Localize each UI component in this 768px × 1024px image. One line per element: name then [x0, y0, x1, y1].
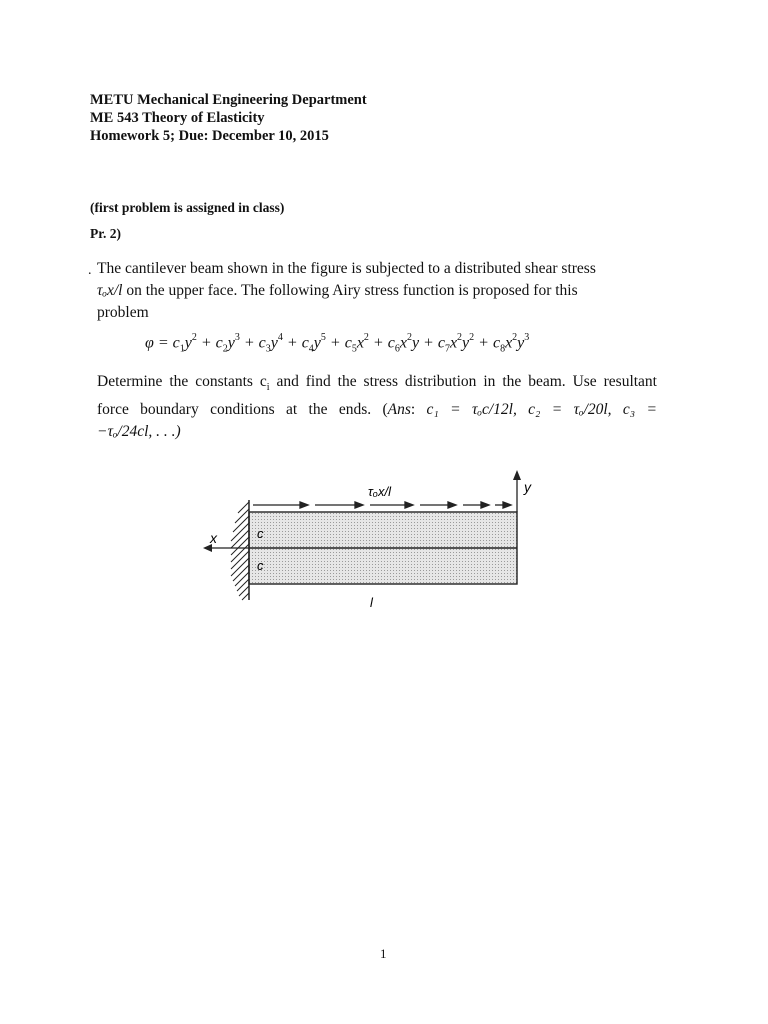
bullet-mark: .	[88, 263, 92, 278]
header-homework: Homework 5; Due: December 10, 2015	[90, 128, 329, 144]
wall-hatching	[231, 502, 249, 600]
load-label: τₒx/l	[368, 484, 391, 499]
load-expression: τₒx/l	[97, 282, 123, 299]
problem-line-2: τₒx/l on the upper face. The following Airy stress function is proposed for this	[97, 282, 578, 299]
header-department: METU Mechanical Engineering Department	[90, 92, 367, 108]
class-note: (first problem is assigned in class)	[90, 200, 285, 215]
airy-stress-function: $\varphi = c_1y^2 + c_2y^3 + c_3y^4 + c_4y^5 + c_5x^2 + c_6x^2y + c_7x^2y^2 + c_8x^2y^3$	[145, 332, 530, 355]
header-course: ME 543 Theory of Elasticity	[90, 110, 265, 126]
determine-line-2: force boundary conditions at the ends. (Ans: c₁ = τₒc/12l, c₂ = τₒ/20l, c₃ =	[97, 401, 657, 419]
determine-line-3: −τₒ/24cl, . . .)	[97, 423, 181, 441]
shear-load-arrows	[253, 502, 511, 508]
problem-line-3: problem	[97, 304, 149, 321]
page-number: 1	[380, 946, 387, 961]
upper-half-depth-label: c	[257, 526, 264, 541]
determine-line-1: Determine the constants $c_i$ and find the stress distribution in the beam. Use resultant	[97, 373, 657, 394]
y-label: y	[524, 479, 531, 495]
length-label: l	[370, 595, 373, 610]
problem-label: Pr. 2)	[90, 226, 121, 241]
problem-line-1: The cantilever beam shown in the figure is subjected to a distributed shear stress	[97, 260, 596, 277]
lower-half-depth-label: c	[257, 558, 264, 573]
x-label: x	[210, 530, 217, 546]
